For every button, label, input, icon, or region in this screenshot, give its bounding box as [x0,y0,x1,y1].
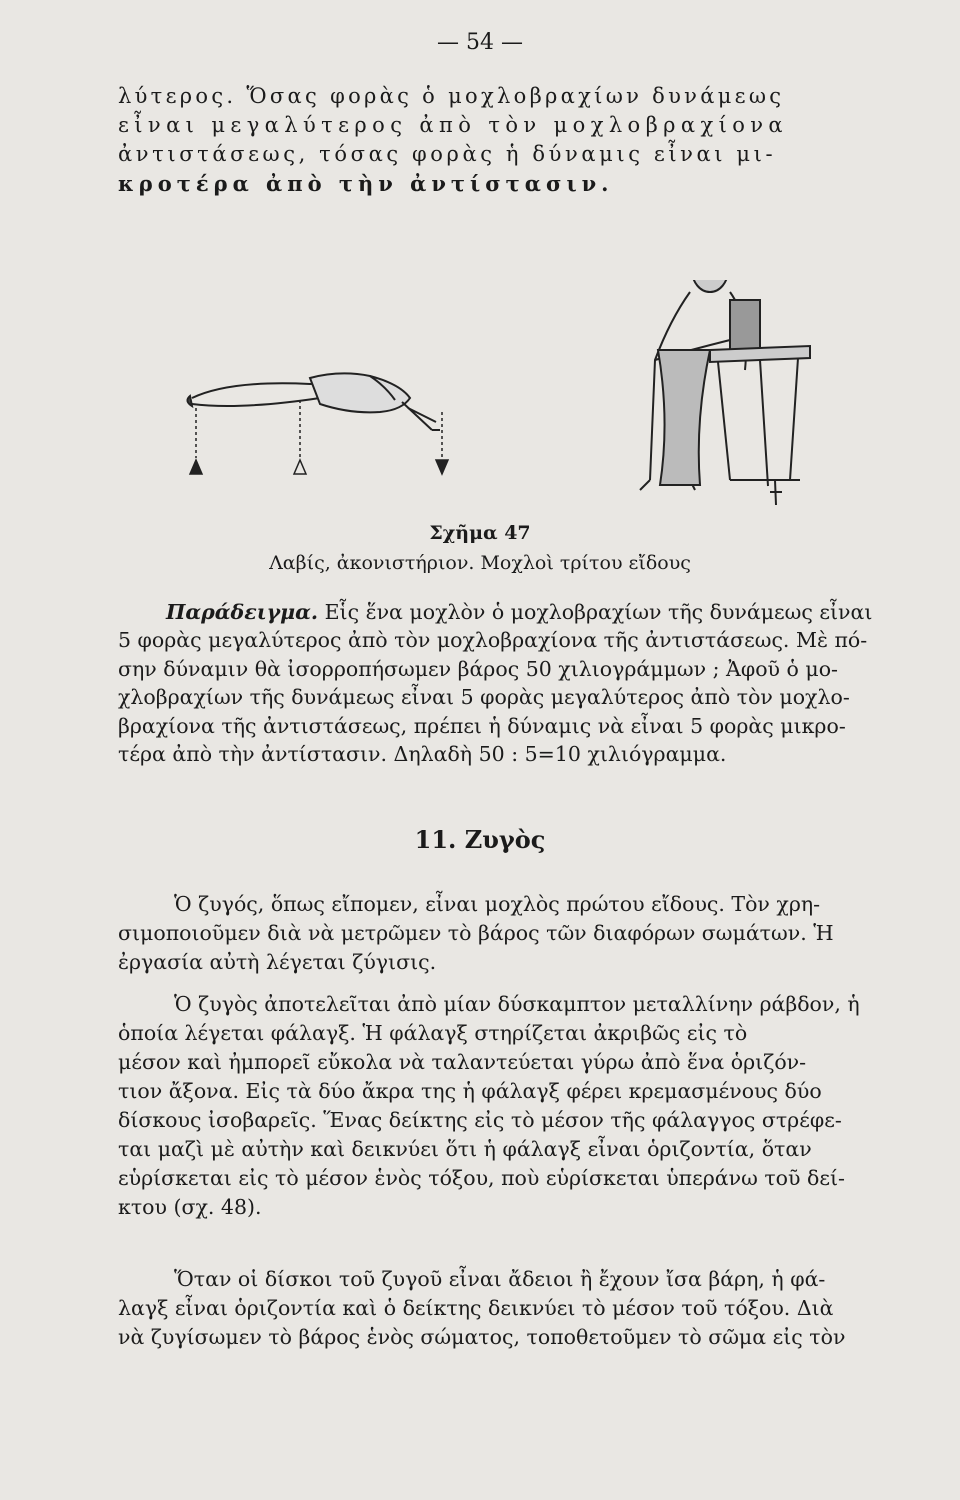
figure-caption-number: Σχῆμα 47 [429,522,531,544]
example-paragraph [118,598,930,768]
intro-paragraph [118,82,930,198]
section-line: μέσον καὶ ἠμπορεῖ εὔκολα νὰ ταλαντεύεται γύρω ἀπὸ ἕνα ὁριζόν- [118,1050,807,1074]
section-line: ὁποία λέγεται φάλαγξ. Ἡ φάλαγξ στηρίζεται ἀκριβῶς εἰς τὸ [118,1021,748,1045]
section-line: Ὅταν οἱ δίσκοι τοῦ ζυγοῦ εἶναι ἄδειοι ἢ ἔχουν ἴσα βάρη, ἡ φά- [174,1267,826,1291]
example-heading: Παράδειγμα. [166,600,319,624]
example-line: τέρα ἀπὸ τὴν ἀντίστασιν. Δηλαδὴ 50 : 5=10 χιλιόγραμμα. [118,742,727,767]
section-line: σιμοποιοῦμεν διὰ νὰ μετρῶμεν τὸ βάρος τῶν διαφόρων σωμάτων. Ἡ [118,921,834,945]
example-line: χλοβραχίων τῆς δυνάμεως εἶναι 5 φορὰς μεγαλύτερος ἀπὸ τὸν μοχλο- [118,685,850,710]
section-line: δίσκους ἰσοβαρεῖς. Ἕνας δείκτης εἰς τὸ μέσον τῆς φάλαγγος στρέφε- [118,1108,842,1132]
tongs-icon [187,373,440,430]
page-number: — 54 — [437,30,523,55]
section-line: ἐργασία αὐτὴ λέγεται ζύγισις. [118,950,437,974]
intro-line: λύτερος. Ὅσας φορὰς ὁ μοχλοβραχίων δυνάμεως [118,84,785,108]
section-line: Ὁ ζυγὸς ἀποτελεῖται ἀπὸ μίαν δύσκαμπτον μεταλλίνην ράβδον, ἡ [174,992,860,1016]
section-line: Ὁ ζυγός, ὅπως εἴπομεν, εἶναι μοχλὸς πρώτου εἴδους. Τὸν χρη- [174,892,821,916]
example-line: σην δύναμιν θὰ ἰσορροπήσωμεν βάρος 50 χιλιογράμμων ; Ἀφοῦ ὁ μο- [118,656,838,681]
section-paragraph-3 [118,1265,930,1352]
intro-line: εἶναι μεγαλύτερος ἀπὸ τὸν μοχλοβραχίονα [118,113,789,137]
section-line: ται μαζὶ μὲ αὐτὴν καὶ δεικνύει ὅτι ἡ φάλαγξ εἶναι ὁριζοντία, ὅταν [118,1137,812,1161]
example-line: βραχίονα τῆς ἀντιστάσεως, πρέπει ἡ δύναμις νὰ εἶναι 5 φορὰς μικρο- [118,713,846,738]
grinder-man-icon [640,280,810,505]
example-text: Εἷς ἕνα μοχλὸν ὁ μοχλοβραχίων τῆς δυνάμεως εἶναι [324,600,873,624]
example-line: 5 φορὰς μεγαλύτερος ἀπὸ τὸν μοχλοβραχίονα τῆς ἀντιστάσεως. Μὲ πό- [118,628,868,653]
section-title: 11. Ζυγὸς [414,825,546,854]
section-paragraph-1 [118,890,930,977]
intro-line: ἀντιστάσεως, τόσας φορὰς ἡ δύναμις εἶναι μι- [118,142,777,166]
example-line [118,598,930,626]
section-line: κτου (σχ. 48). [118,1195,262,1219]
section-line: λαγξ εἶναι ὁριζοντία καὶ ὁ δείκτης δεικνύει τὸ μέσον τοῦ τόξου. Διὰ [118,1296,834,1320]
intro-line: κροτέρα ἀπὸ τὴν ἀντίστασιν. [118,171,614,196]
section-paragraph-2 [118,990,930,1222]
force-arrows [190,400,448,474]
figure-47 [170,280,860,510]
section-line: τιον ἄξονα. Εἰς τὰ δύο ἄκρα της ἡ φάλαγξ φέρει κρεμασμένους δύο [118,1079,822,1103]
figure-caption-text: Λαβίς, ἀκονιστήριον. Μοχλοὶ τρίτου εἴδους [269,552,691,574]
section-line: νὰ ζυγίσωμεν τὸ βάρος ἑνὸς σώματος, τοποθετοῦμεν τὸ σῶμα εἰς τὸν [118,1325,846,1349]
section-line: εὑρίσκεται εἰς τὸ μέσον ἑνὸς τόξου, ποὺ εὑρίσκεται ὑπεράνω τοῦ δεί- [118,1166,845,1190]
tongs-and-grinder-illustration [170,280,860,510]
